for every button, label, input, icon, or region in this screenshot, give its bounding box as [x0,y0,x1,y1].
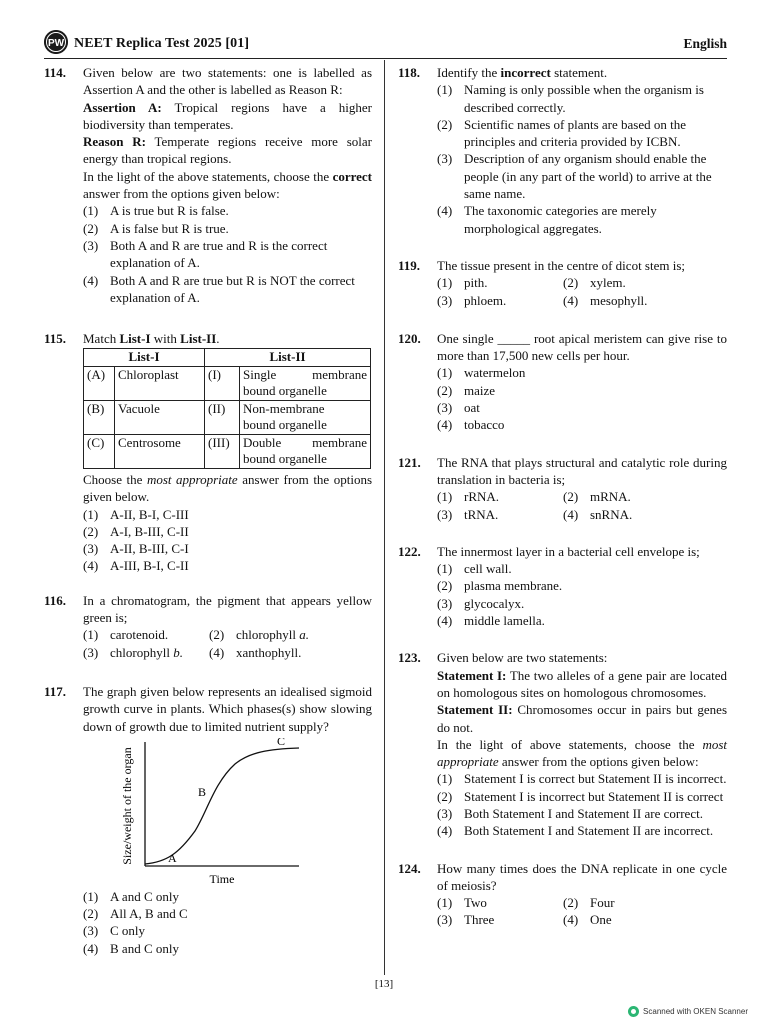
question-text: In a chromatogram, the pigment that appears yellow green is; [83,592,372,626]
match-table [83,348,371,469]
page-number: [13] [374,978,394,990]
options-row [83,644,372,661]
question-121 [398,454,727,523]
question-intro: Given below are two statements: one is labelled as Assertion A and the other is labelled as Reason R: [83,65,372,98]
point-a-label: A [168,850,177,865]
question-text: The tissue present in the centre of dicot stem is; [437,257,686,273]
test-title: NEET Replica Test 2025 [01] [74,36,250,51]
question-number: 121. [398,454,421,470]
option-2[interactable]: (2) maize [437,382,496,398]
option-3[interactable]: (3) glycocalyx. [437,595,525,611]
table-header-row [84,349,371,367]
options-row [437,274,727,291]
option-4[interactable]: (4) mesophyll. [563,292,648,308]
page-header [44,28,727,59]
option-3[interactable]: (3) oat [437,400,480,416]
instruction: In the light of the above statements, choose the correct answer from the options given below: [83,168,373,202]
option-2[interactable]: (2) chlorophyll a. [209,627,309,643]
question-number: 117. [44,683,67,699]
question-number: 119. [398,257,421,273]
reason: Reason R: Temperate regions receive more solar energy than tropical regions. [83,134,372,167]
instruction: Choose the most appropriate answer from the options given below. [83,471,372,505]
question-number: 118. [398,65,421,80]
option-1[interactable]: (1) Statement I is correct but Statement II is incorrect. [437,771,727,787]
assertion: Assertion A: Tropical regions have a higher biodiversity than temperates. [83,99,373,132]
table-row: (A) Chloroplast (I) Single membrane bound organelle [84,366,371,400]
statement-1: Statement I: The two alleles of a gene pair are located on homologous sites on homologous chromosomes. [437,667,727,700]
left-column [44,64,372,957]
instruction: In the light of above statements, choose the most appropriate answer from the options given below: [437,736,728,770]
option-3[interactable]: (3) Three [437,912,495,928]
option-3[interactable]: (3) tRNA. [437,506,499,522]
question-text: One single _____ root apical meristem can give rise to more than 17,500 new cells per hour. [437,330,728,364]
option-3[interactable]: (3) Both A and R are true and R is the correct explanation of A. [83,237,328,271]
question-number: 114. [44,65,67,80]
question-text: The graph given below represents an idealised sigmoid growth curve in plants. Which phases(s) show slowing down of growth due to limited nutrient supply? [83,683,372,734]
question-text: Match List-I with List-II. [83,331,220,347]
x-axis-label: Time [209,871,235,886]
option-1[interactable]: (1) pith. [437,275,488,291]
option-3[interactable]: (3) chlorophyll b. [83,644,183,660]
question-119 [398,257,727,309]
question-text: The RNA that plays structural and catalytic role during translation in bacteria is; [437,454,727,487]
option-2[interactable]: (2) A is false but R is true. [83,220,229,236]
question-123 [398,649,727,839]
option-2[interactable]: (2) Statement I is incorrect but Statement II is correct [437,788,724,804]
question-118 [398,64,727,237]
table-row: (B) Vacuole (II) Non-membrane bound organelle [84,400,371,434]
pw-logo-icon [44,30,68,54]
option-4[interactable]: (4) tobacco [437,417,505,433]
option-1[interactable]: (1) A and C only [83,888,179,904]
right-column [398,64,727,929]
option-1[interactable]: (1) rRNA. [437,489,500,505]
question-122 [398,543,727,629]
question-text: Identify the incorrect statement. [437,65,608,80]
question-number: 124. [398,860,421,876]
point-c-label: C [277,737,286,748]
statement-2: Statement II: Chromosomes occur in pairs but genes do not. [437,702,728,735]
option-1[interactable]: (1) Two [437,895,487,911]
question-number: 120. [398,330,421,346]
question-116 [44,592,372,661]
options-row [437,506,727,523]
y-axis-label: Size/weight of the organ [120,747,134,865]
scanner-watermark [628,1006,748,1017]
table-header: List-I [84,349,205,367]
options-row [437,292,727,309]
question-number: 122. [398,543,421,559]
logo-text: PW [47,38,65,49]
table-header: List-II [205,349,371,367]
question-text: The innermost layer in a bacterial cell envelope is; [437,543,700,559]
option-4[interactable]: (4) Both Statement I and Statement II are incorrect. [437,823,714,839]
blank: _____ [497,330,531,346]
option-2[interactable]: (2) plasma membrane. [437,578,563,594]
question-number: 116. [44,592,67,608]
question-text: How many times does the DNA replicate in one cycle of meiosis? [437,860,727,893]
table-row: (C) Centrosome (III) Double membrane bound organelle [84,434,371,468]
growth-curve [145,748,299,864]
option-2[interactable]: (2) xylem. [563,275,626,291]
question-124 [398,860,727,929]
options-row [437,911,727,928]
option-1[interactable]: (1) cell wall. [437,561,512,577]
option-3[interactable]: (3) Description of any organism should enable the people (in any part of the world) to arrive at the same name. [437,151,712,202]
option-3[interactable]: (3) A-II, B-III, C-I [83,541,189,557]
question-114 [44,64,372,306]
option-4[interactable]: (4) B and C only [83,940,179,956]
option-4[interactable]: (4) middle lamella. [437,613,545,629]
option-3[interactable]: (3) C only [83,923,146,939]
option-4[interactable]: (4) The taxonomic categories are merely morphological aggregates. [437,203,657,236]
point-b-label: B [198,784,207,799]
option-1[interactable]: (1) carotenoid. [83,627,169,643]
scanner-text: Scanned with OKEN Scanner [643,1007,748,1016]
question-115 [44,330,372,575]
question-intro: Given below are two statements: [437,650,608,666]
option-3[interactable]: (3) Both Statement I and Statement II are correct. [437,805,703,821]
options-row [437,488,727,505]
option-1[interactable]: (1) Naming is only possible when the organism is described correctly. [437,82,704,115]
question-number: 123. [398,650,421,666]
sigmoid-growth-graph [117,738,307,888]
options-row [437,894,727,911]
option-2[interactable]: (2) Scientific names of plants are based on the principles and criteria provided by ICBN. [437,116,687,150]
question-117 [44,683,372,957]
option-4[interactable]: (4) One [563,912,612,928]
option-2[interactable]: (2) A-I, B-III, C-II [83,523,189,539]
scanner-logo-icon [628,1006,639,1017]
option-3[interactable]: (3) phloem. [437,292,507,308]
option-2[interactable]: (2) mRNA. [563,489,631,505]
options-row [83,626,372,643]
option-1[interactable]: (1) A-II, B-I, C-III [83,506,189,522]
question-number: 115. [44,331,67,347]
option-2[interactable]: (2) All A, B and C [83,906,188,922]
option-1[interactable]: (1) A is true but R is false. [83,203,229,219]
question-120 [398,330,727,434]
language-label: English [683,36,727,51]
column-divider [384,60,385,975]
option-4[interactable]: (4) Both A and R are true but R is NOT the correct explanation of A. [83,272,355,305]
option-4[interactable]: (4) snRNA. [563,506,633,522]
option-4[interactable]: (4) xanthophyll. [209,644,302,660]
option-1[interactable]: (1) watermelon [437,365,526,381]
option-2[interactable]: (2) Four [563,895,615,911]
option-4[interactable]: (4) A-III, B-I, C-II [83,558,189,574]
